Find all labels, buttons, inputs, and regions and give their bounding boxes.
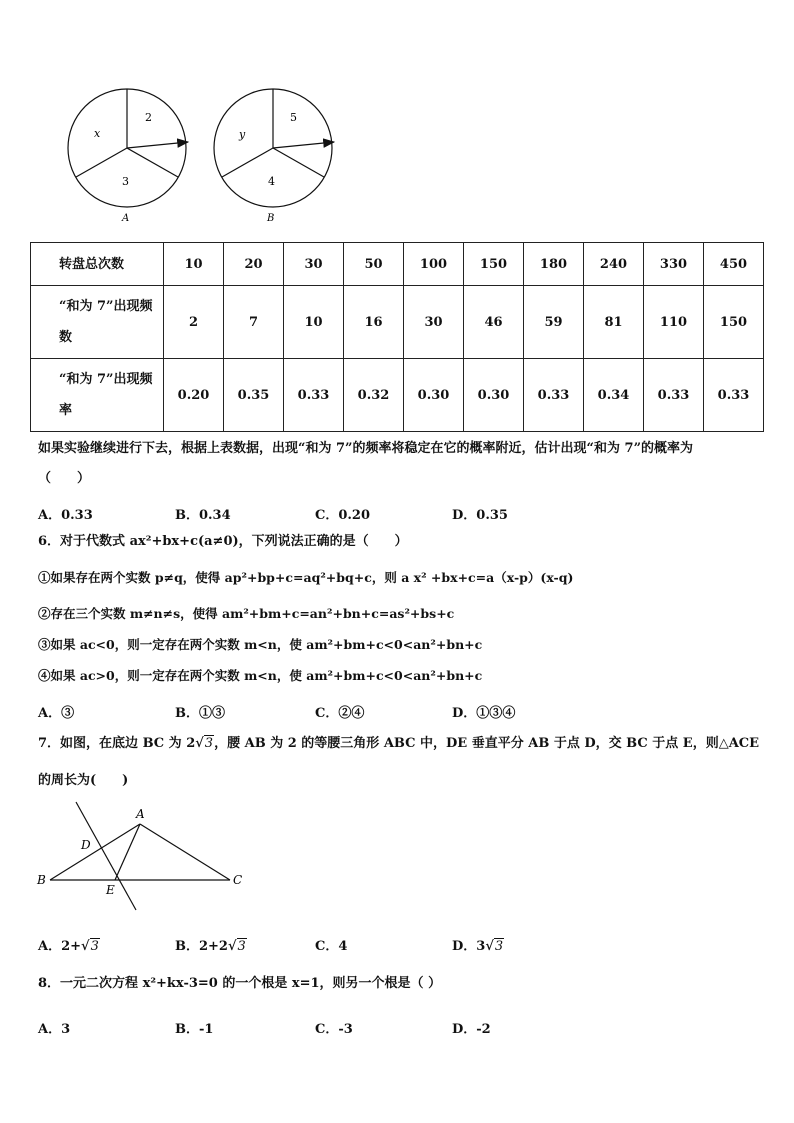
q7-stem-line1: [38, 737, 759, 750]
q6-option-b: [175, 702, 225, 721]
table-row-rate: [31, 359, 764, 432]
option-mark: ③: [489, 706, 503, 721]
sqrt-symbol: √3: [227, 939, 246, 954]
q7-option-c: [315, 935, 347, 954]
table-cell: 180: [524, 243, 584, 286]
figure-label-e: E: [106, 883, 115, 897]
figure-label-a: A: [136, 807, 145, 821]
table-cell: 30: [404, 286, 464, 359]
spinner-b-sector-2: 5: [290, 111, 297, 124]
q6-statement-1: ①如果存在两个实数 p≠q，使得 ap²+bp+c=aq²+bq+c，则 a x² +bx+c=a（x-p）(x-q): [38, 570, 574, 585]
table-cell: 59: [524, 286, 584, 359]
table-cell: 450: [704, 243, 764, 286]
spinner-b-label: B: [267, 213, 275, 224]
q7-option-d: [452, 935, 504, 954]
table-cell: 0.34: [584, 359, 644, 432]
option-mark: ④: [502, 706, 516, 721]
q7-option-b: [175, 935, 247, 954]
table-cell: 110: [644, 286, 704, 359]
option-letter: A．: [38, 706, 62, 721]
row-label-rate: [31, 359, 164, 432]
figure-label-c: C: [233, 873, 243, 887]
table-cell: 150: [704, 286, 764, 359]
option-letter: B．: [175, 706, 199, 721]
spinner-a-sector-2: 2: [145, 111, 152, 124]
row-label-line: “和为 7”出现频: [59, 372, 153, 387]
q7-stem-part-a: 7．如图，在底边 BC 为 2: [38, 736, 196, 751]
radicand: 3: [494, 939, 504, 954]
q6-option-c: [315, 702, 364, 721]
radicand: 3: [237, 939, 246, 954]
frequency-table: [30, 242, 764, 432]
radicand: 3: [90, 939, 99, 954]
spinner-a-sector-3: 3: [122, 175, 129, 188]
table-cell: 10: [164, 243, 224, 286]
table-cell: 30: [284, 243, 344, 286]
q5-stem: 如果实验继续进行下去，根据上表数据，出现“和为 7”的频率将稳定在它的概率附近，估计出现“和为 7”的概率为: [38, 441, 694, 456]
q6-option-d: [452, 702, 515, 721]
figure-label-d: D: [81, 838, 91, 852]
row-label-frequency: [31, 286, 164, 359]
table-cell: 0.20: [164, 359, 224, 432]
table-cell: 0.32: [344, 359, 404, 432]
table-cell: 7: [224, 286, 284, 359]
table-cell: 0.30: [404, 359, 464, 432]
radicand: 3: [204, 736, 214, 751]
q7-stem-part-b: ，腰 AB 为 2 的等腰三角形 ABC 中，DE 垂直平分 AB 于点 D，交 BC 于点 E，则△ACE: [214, 736, 760, 751]
q7-option-a: [38, 935, 100, 954]
table-cell: 46: [464, 286, 524, 359]
option-text: A．2+: [38, 939, 82, 954]
q7-stem-line2: 的周长为( ): [38, 773, 129, 788]
option-text: B．2+2: [175, 939, 228, 954]
table-cell: 0.30: [464, 359, 524, 432]
option-text: D．3: [452, 939, 486, 954]
q5-option-a: A．0.33: [38, 508, 93, 523]
table-cell: 2: [164, 286, 224, 359]
table-cell: 0.33: [644, 359, 704, 432]
q8-option-c: C．-3: [315, 1022, 353, 1037]
option-letter: D．: [452, 706, 477, 721]
table-cell: 330: [644, 243, 704, 286]
row-label-totals: 转盘总次数: [31, 243, 164, 286]
table-cell: 50: [344, 243, 404, 286]
spinner-a: [68, 89, 188, 224]
spinner-a-sector-1: x: [94, 127, 101, 140]
table-cell: 0.33: [704, 359, 764, 432]
q6-statement-2: ②存在三个实数 m≠n≠s，使得 am²+bm+c=an²+bn+c=as²+bs+c: [38, 606, 455, 621]
q5-blank: （ ）: [38, 471, 91, 486]
spinner-b-sector-1: y: [239, 128, 246, 141]
q5-option-b: B．0.34: [175, 508, 231, 523]
table-cell: 20: [224, 243, 284, 286]
q6-option-a: [38, 702, 74, 721]
option-mark: ①: [199, 706, 213, 721]
sqrt-symbol: √3: [485, 939, 504, 954]
option-mark: ①: [476, 706, 490, 721]
option-mark: ④: [351, 706, 365, 721]
table-cell: 81: [584, 286, 644, 359]
q6-stem: 6．对于代数式 ax²+bx+c(a≠0)，下列说法正确的是（ ）: [38, 534, 408, 549]
q5-option-c: C．0.20: [315, 508, 371, 523]
option-mark: ③: [212, 706, 226, 721]
q6-statement-3: ③如果 ac<0，则一定存在两个实数 m<n，使 am²+bm+c<0<an²+bn+c: [38, 637, 483, 652]
table-cell: 0.35: [224, 359, 284, 432]
row-label-line: 率: [59, 403, 73, 418]
q8-option-b: B．-1: [175, 1022, 214, 1037]
sqrt-symbol: √3: [195, 736, 214, 751]
table-row-totals: [31, 243, 764, 286]
table-cell: 240: [584, 243, 644, 286]
triangle-figure: [36, 800, 248, 916]
figure-label-b: B: [37, 873, 46, 887]
option-text: C．4: [315, 939, 348, 954]
table-row-frequency: [31, 286, 764, 359]
q8-option-d: D．-2: [452, 1022, 491, 1037]
q8-option-a: A．3: [38, 1022, 71, 1037]
row-label-line: 数: [59, 330, 73, 345]
table-cell: 0.33: [524, 359, 584, 432]
q8-stem: 8．一元二次方程 x²+kx-3=0 的一个根是 x=1，则另一个根是（ ）: [38, 976, 442, 991]
option-letter: C．: [315, 706, 339, 721]
table-cell: 10: [284, 286, 344, 359]
q5-option-d: D．0.35: [452, 508, 508, 523]
table-cell: 100: [404, 243, 464, 286]
q6-statement-4: ④如果 ac>0，则一定存在两个实数 m<n，使 am²+bm+c<0<an²+bn+c: [38, 668, 483, 683]
option-mark: ②: [338, 706, 352, 721]
option-mark: ③: [61, 706, 75, 721]
spinner-b-sector-3: 4: [268, 175, 275, 188]
row-label-line: “和为 7”出现频: [59, 299, 153, 314]
spinner-figures: [0, 0, 794, 240]
spinner-b: [214, 89, 334, 224]
spinner-a-label: A: [122, 213, 130, 224]
table-cell: 0.33: [284, 359, 344, 432]
table-cell: 150: [464, 243, 524, 286]
table-cell: 16: [344, 286, 404, 359]
sqrt-symbol: √3: [81, 939, 99, 954]
